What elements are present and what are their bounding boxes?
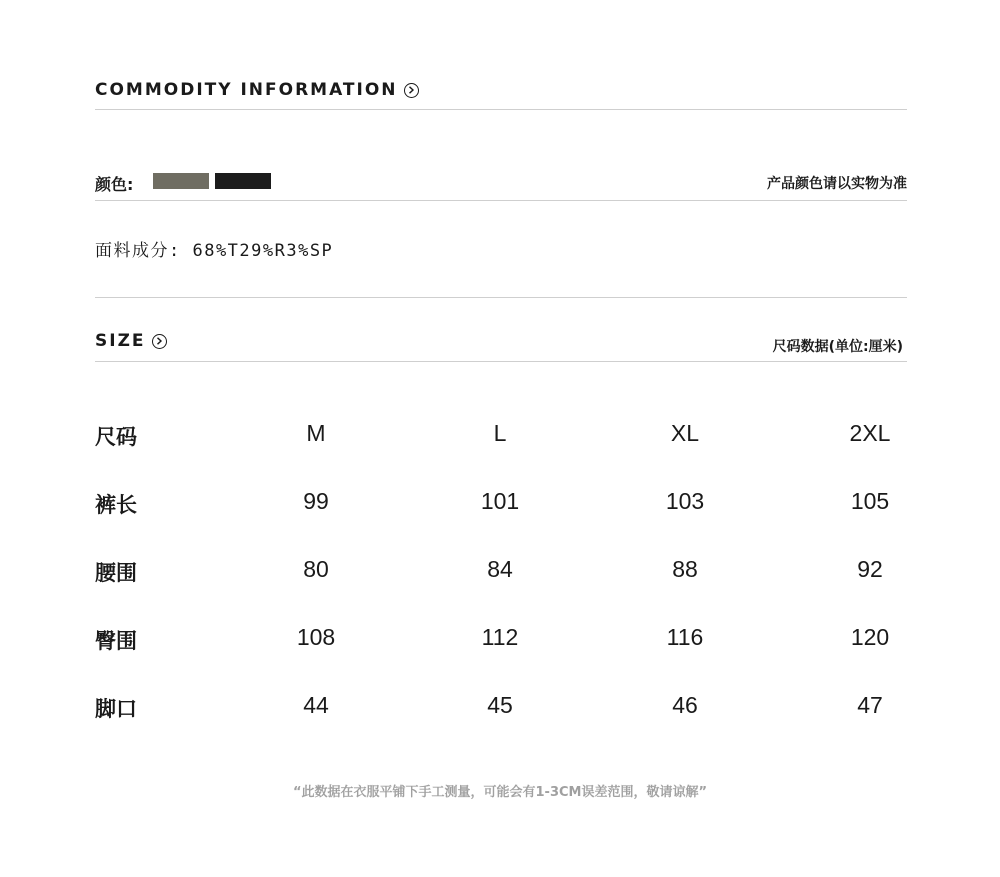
table-cell: 45 xyxy=(487,692,513,718)
row-label: 裤长 xyxy=(95,493,137,517)
table-row xyxy=(95,604,907,672)
table-header-cell: L xyxy=(493,420,507,446)
fabric-composition: 面料成分: 68%T29%R3%SP xyxy=(95,241,334,261)
table-cell: 105 xyxy=(850,488,890,514)
color-swatch-olive[interactable] xyxy=(153,173,209,189)
table-cell: 103 xyxy=(665,488,705,514)
color-row xyxy=(95,168,907,201)
size-unit-note: 尺码数据(单位:厘米) xyxy=(772,339,903,355)
table-header-cell: 尺码 xyxy=(95,425,137,449)
table-header-cell: M xyxy=(306,420,326,446)
commodity-info-title-wrap xyxy=(95,80,907,100)
color-swatch-black[interactable] xyxy=(215,173,271,189)
table-cell: 112 xyxy=(481,624,519,650)
table-cell: 80 xyxy=(303,556,329,582)
size-table xyxy=(95,400,907,740)
table-cell: 84 xyxy=(487,556,513,582)
table-cell: 47 xyxy=(857,692,883,718)
color-label: 颜色: xyxy=(95,175,134,194)
color-disclaimer: 产品颜色请以实物为准 xyxy=(767,176,907,192)
commodity-info-title: COMMODITY INFORMATION xyxy=(95,80,398,100)
size-header xyxy=(95,331,907,362)
table-cell: 116 xyxy=(666,624,704,650)
table-row xyxy=(95,536,907,604)
table-cell: 92 xyxy=(857,556,883,582)
row-label: 脚口 xyxy=(95,697,137,721)
table-cell: 108 xyxy=(296,624,336,650)
circle-chevron-right-icon xyxy=(152,334,167,349)
table-cell: 120 xyxy=(850,624,890,650)
table-header-cell: XL xyxy=(670,420,700,446)
table-row xyxy=(95,672,907,740)
size-title: SIZE xyxy=(95,331,146,351)
table-cell: 44 xyxy=(303,692,329,718)
circle-chevron-right-icon xyxy=(404,83,419,98)
row-label: 腰围 xyxy=(95,561,137,585)
table-cell: 101 xyxy=(480,488,520,514)
commodity-info-header xyxy=(95,80,907,110)
fabric-row xyxy=(95,200,907,298)
table-cell: 88 xyxy=(672,556,698,582)
size-table-header-row xyxy=(95,400,907,468)
table-cell: 46 xyxy=(672,692,698,718)
measurement-footnote: “此数据在衣服平铺下手工测量，可能会有1-3CM误差范围，敬请谅解” xyxy=(292,785,708,800)
table-row xyxy=(95,468,907,536)
table-header-cell: 2XL xyxy=(849,420,891,446)
row-label: 臀围 xyxy=(95,629,137,653)
table-cell: 99 xyxy=(303,488,329,514)
